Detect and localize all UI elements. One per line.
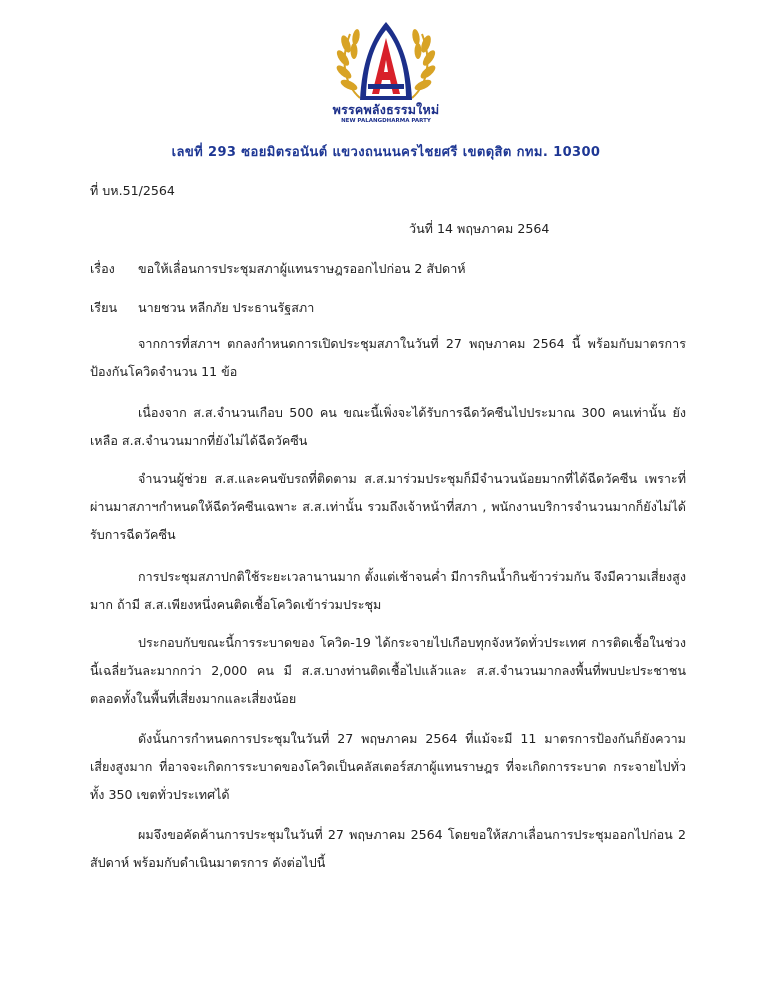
subject-line [90,259,466,279]
recipient-line [90,298,314,318]
letter-date: วันที่ 14 พฤษภาคม 2564 [409,221,550,236]
party-name-thai: พรรคพลังธรรมใหม่ [332,102,440,117]
body-paragraph-6: ดังนั้นการกำหนดการประชุมในวันที่ 27 พฤษภาคม 2564 ที่แม้จะมี 11 มาตรการป้องกันก็ยังความเสี่ยงสูงมาก ที่อาจจะเกิดการระบาดของโควิดเป็นคลัสเตอร์สภาผู้แทนราษฎร ที่จะเกิดการระบาด กระจายไปทั่วทั้ง 350 เขตทั่วประเทศได้ [90,731,686,802]
party-emblem-icon [360,22,412,100]
body-paragraph-7: ผมจึงขอคัดค้านการประชุมในวันที่ 27 พฤษภาคม 2564 โดยขอให้สภาเลื่อนการประชุมออกไปก่อน 2 สัปดาห์ พร้อมกับดำเนินมาตรการ ดังต่อไปนี้ [90,827,686,870]
body-paragraph-1: จากการที่สภาฯ ตกลงกำหนดการเปิดประชุมสภาในวันที่ 27 พฤษภาคม 2564 นี้ พร้อมกับมาตรการป้องกันโควิดจำนวน 11 ข้อ [90,336,686,379]
body-paragraph-2: เนื่องจาก ส.ส.จำนวนเกือบ 500 คน ขณะนี้เพิ่งจะได้รับการฉีดวัคซีนไปประมาณ 300 คนเท่านั้น ยังเหลือ ส.ส.จำนวนมากที่ยังไม่ได้ฉีดวัคซีน [90,405,686,448]
subject-text: ขอให้เลื่อนการประชุมสภาผู้แทนราษฎรออกไปก่อน 2 สัปดาห์ [138,261,466,276]
subject-label: เรื่อง [90,261,115,276]
body-paragraph-5: ประกอบกับขณะนี้การระบาดของ โควิด-19 ได้กระจายไปเกือบทุกจังหวัดทั่วประเทศ การติดเชื้อในช่วงนี้เฉลี่ยวันละมากกว่า 2,000 คน มี ส.ส.บางท่านติดเชื้อไปแล้วและ ส.ส.จำนวนมากลงพื้นที่พบปะประชาชนตลอดทั้งในพื้นที่เสี่ยงมากและเสี่ยงน้อย [90,635,686,706]
party-name-english: NEW PALANGDHARMA PARTY [341,118,431,124]
body-paragraph-3: จำนวนผู้ช่วย ส.ส.และคนขับรถที่ติดตาม ส.ส.มาร่วมประชุมก็มีจำนวนน้อยมากที่ได้ฉีดวัคซีน เพราะที่ผ่านมาสภาฯกำหนดให้ฉีดวัคซีนเฉพาะ ส.ส.เท่านั้น รวมถึงเจ้าหน้าที่สภา , พนักงานบริการจำนวนมากก็ยังไม่ได้รับการฉีดวัคซีน [90,471,686,542]
party-address: เลขที่ 293 ซอยมิตรอนันต์ แขวงถนนนครไชยศรี เขตดุสิต กทม. 10300 [171,145,601,160]
body-paragraph-4: การประชุมสภาปกติใช้ระยะเวลานานมาก ตั้งแต่เช้าจนค่ำ มีการกินน้ำกินข้าวร่วมกัน จึงมีความเสี่ยงสูงมาก ถ้ามี ส.ส.เพียงหนึ่งคนติดเชื้อโควิดเข้าร่วมประชุม [90,569,686,612]
document-number: ที่ บห.51/2564 [90,183,175,198]
recipient-text: นายชวน หลีกภัย ประธานรัฐสภา [138,300,315,315]
recipient-label: เรียน [90,300,118,315]
